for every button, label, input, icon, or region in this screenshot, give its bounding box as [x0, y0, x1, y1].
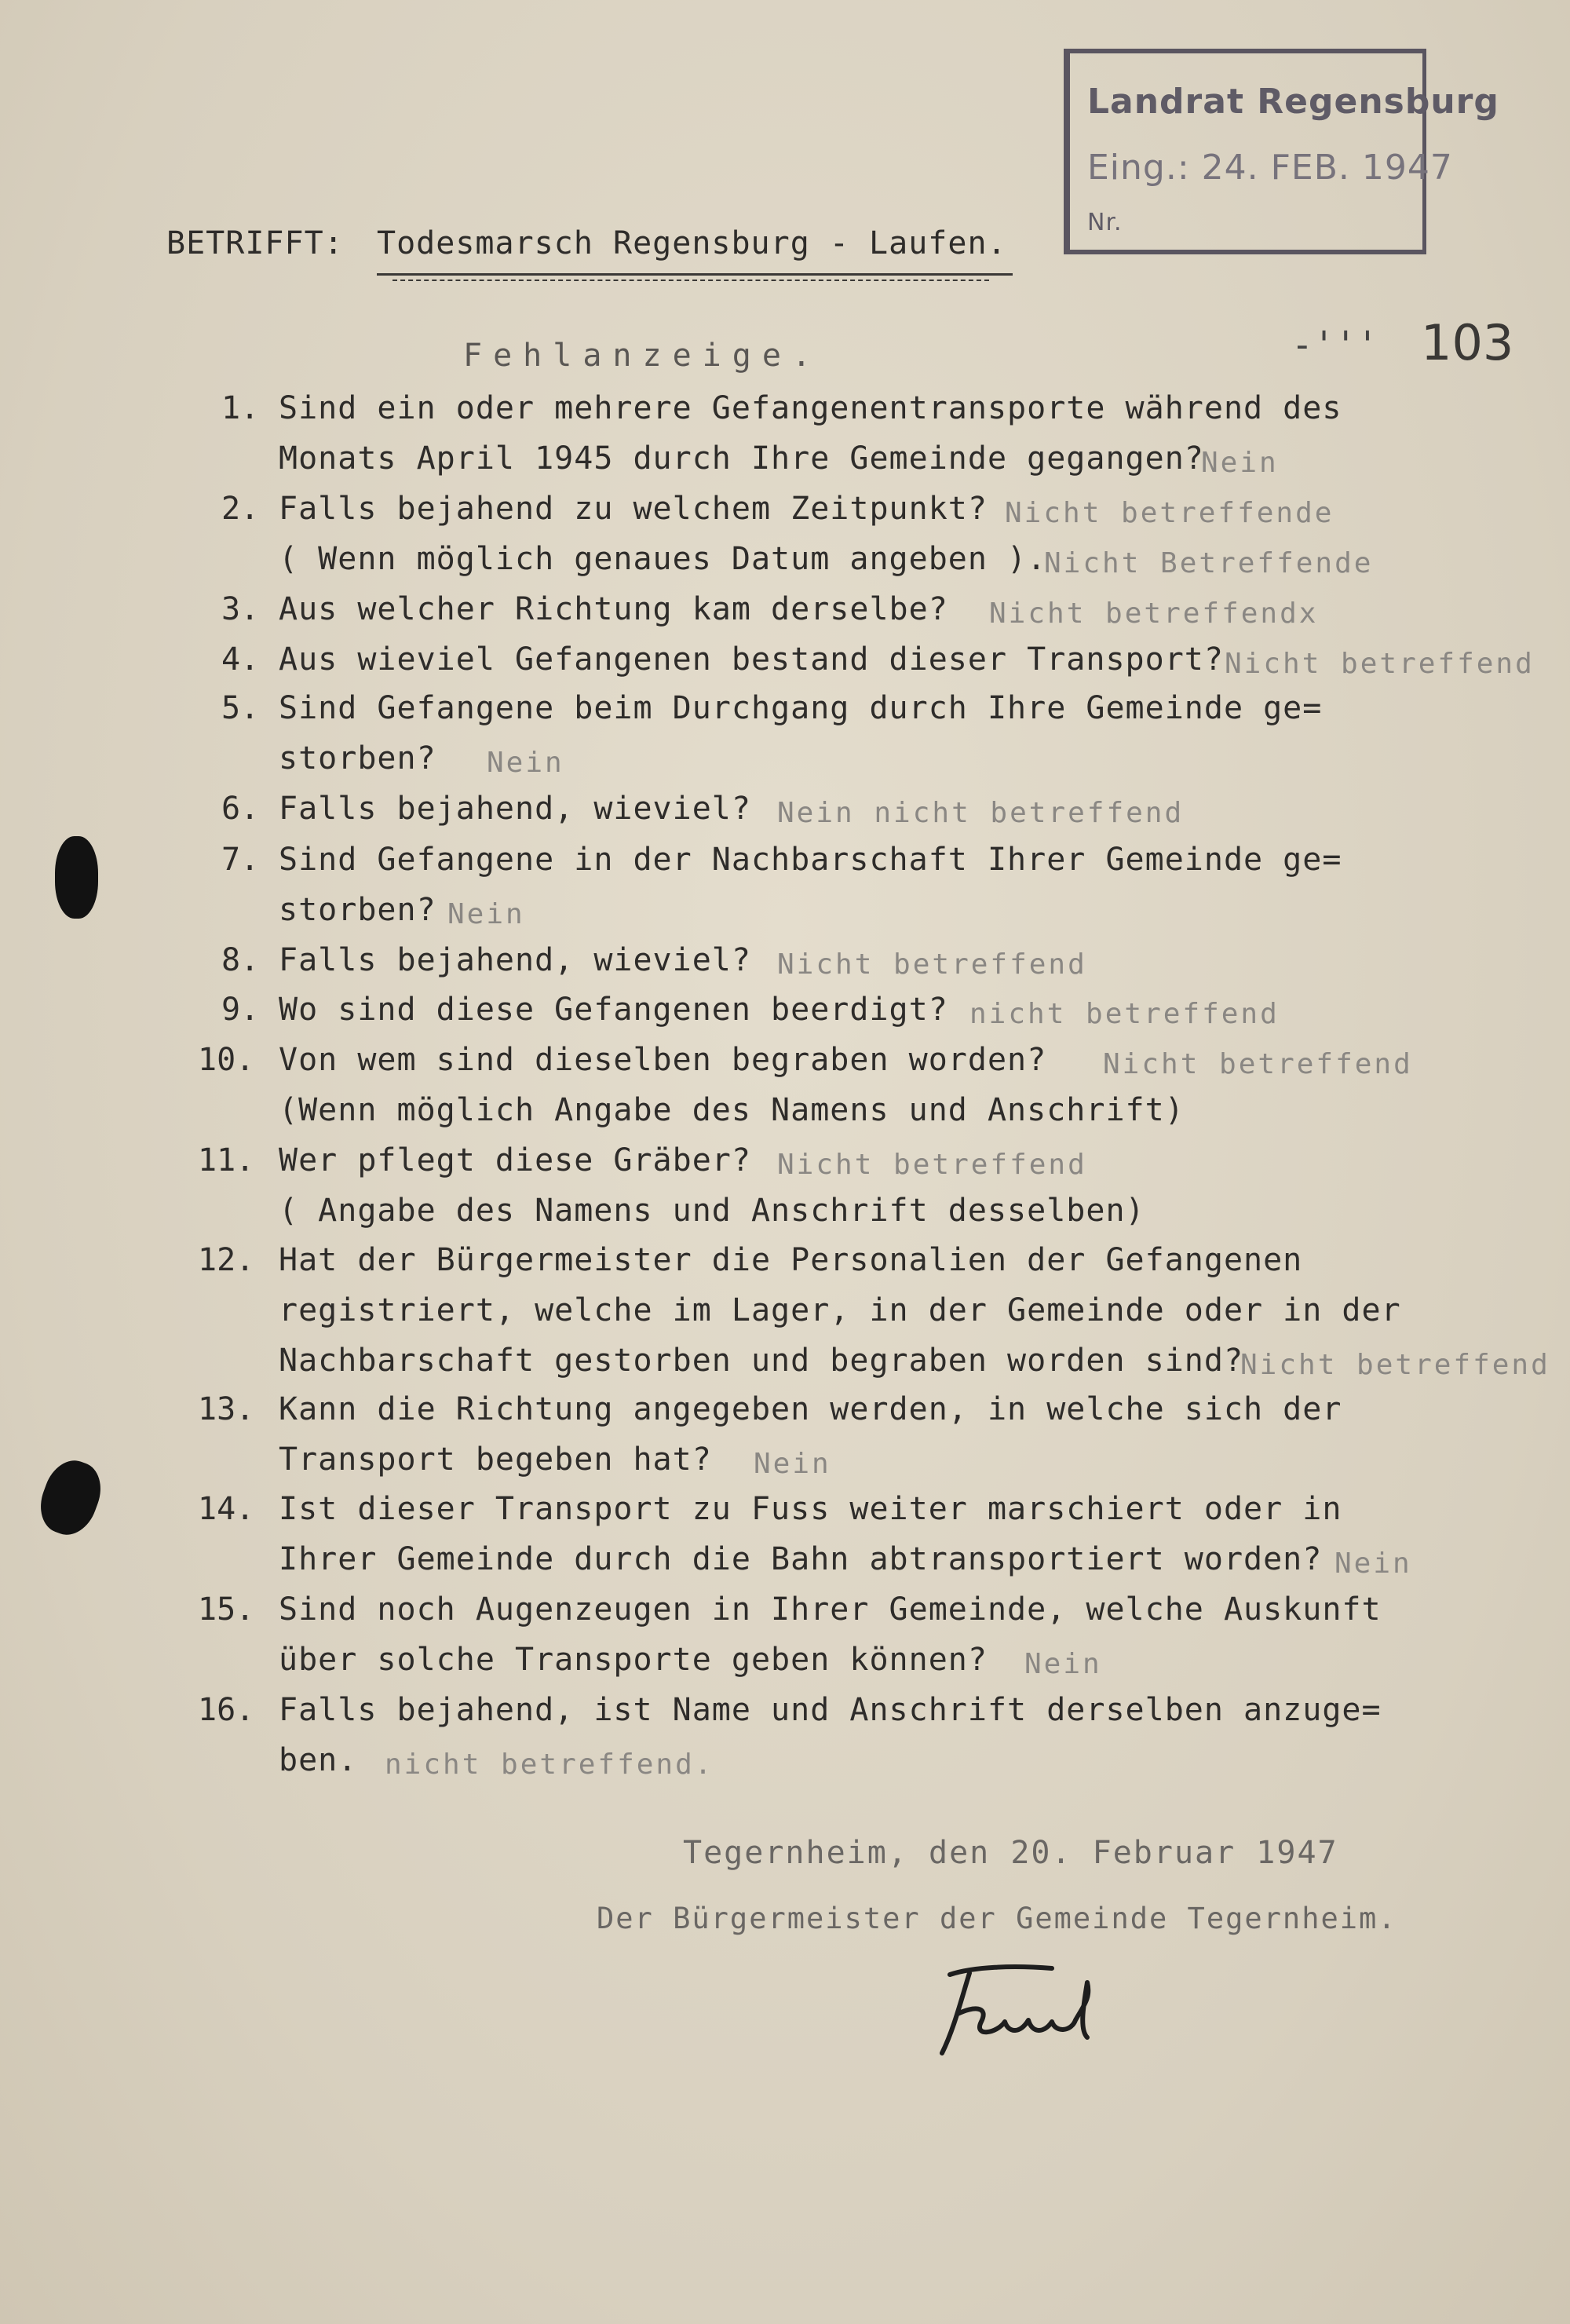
answer-text: Nicht Betreffende — [1044, 547, 1374, 579]
question-text-line: Ihrer Gemeinde durch die Bahn abtransportiert worden? — [279, 1541, 1323, 1577]
answer-text: Nein nicht betreffend — [777, 797, 1185, 829]
question-number: 10. — [198, 1042, 255, 1078]
stamp-line-office: Landrat Regensburg — [1087, 82, 1499, 122]
answer-text: Nein — [1201, 447, 1279, 479]
question-text-line: Hat der Bürgermeister die Personalien der Gefangenen — [279, 1242, 1303, 1278]
question-text-line: Von wem sind dieselben begraben worden? — [279, 1042, 1047, 1078]
question-number: 15. — [198, 1591, 255, 1628]
answer-text: Nicht betreffend — [777, 1149, 1087, 1181]
answer-text: Nein — [754, 1448, 831, 1480]
question-number: 16. — [198, 1692, 255, 1728]
question-number: 6. — [221, 791, 260, 827]
answer-text: Nein — [1334, 1548, 1412, 1580]
document-heading: Fehlanzeige. — [463, 338, 822, 374]
question-number: 12. — [198, 1242, 255, 1278]
subject-text: Todesmarsch Regensburg - Laufen. — [377, 225, 1007, 261]
answer-text: Nein — [487, 747, 564, 779]
answer-text: Nicht betreffend — [1240, 1349, 1550, 1381]
question-text-line: storben? — [279, 892, 436, 928]
question-text-line: Falls bejahend, wieviel? — [279, 791, 751, 827]
question-text-line: Sind Gefangene in der Nachbarschaft Ihrer Gemeinde ge= — [279, 842, 1342, 878]
subject-underline-dashed — [392, 280, 989, 281]
question-text-line: Monats April 1945 durch Ihre Gemeinde gegangen? — [279, 440, 1204, 477]
question-number: 2. — [221, 491, 260, 527]
question-text-line: Wer pflegt diese Gräber? — [279, 1142, 751, 1178]
question-text-line: Wo sind diese Gefangenen beerdigt? — [279, 992, 948, 1028]
question-text-line: ( Wenn möglich genaues Datum angeben ). — [279, 541, 1047, 577]
place-date: Tegernheim, den 20. Februar 1947 — [683, 1835, 1338, 1871]
answer-text: Nicht betreffend — [1103, 1048, 1413, 1080]
question-text-line: Sind Gefangene beim Durchgang durch Ihre Gemeinde ge= — [279, 690, 1323, 726]
page-mark: -''' — [1291, 323, 1378, 366]
question-text-line: ben. — [279, 1742, 358, 1778]
question-number: 5. — [221, 690, 260, 726]
subject-underline — [377, 273, 1013, 276]
question-text-line: Sind ein oder mehrere Gefangenentransporte während des — [279, 390, 1342, 426]
received-stamp — [1064, 49, 1499, 254]
answer-text: Nein — [447, 898, 525, 930]
answer-text: Nicht betreffend — [1225, 648, 1535, 680]
stamp-line-number: Nr. — [1087, 209, 1123, 236]
answer-text: Nein — [1024, 1648, 1102, 1680]
question-text-line: Kann die Richtung angegeben werden, in welche sich der — [279, 1391, 1342, 1427]
question-number: 1. — [221, 390, 260, 426]
question-text-line: Falls bejahend, wieviel? — [279, 942, 751, 978]
question-number: 9. — [221, 992, 260, 1028]
question-text-line: Ist dieser Transport zu Fuss weiter marschiert oder in — [279, 1491, 1342, 1527]
signer-title: Der Bürgermeister der Gemeinde Tegernheim. — [597, 1902, 1397, 1935]
question-number: 13. — [198, 1391, 255, 1427]
binder-hole-mark-upper — [55, 836, 98, 919]
question-number: 11. — [198, 1142, 255, 1178]
question-text-line: Aus welcher Richtung kam derselbe? — [279, 591, 948, 627]
page-number: 103 — [1421, 314, 1514, 371]
answer-text: Nicht betreffendx — [989, 597, 1319, 630]
question-number: 7. — [221, 842, 260, 878]
question-text-line: Falls bejahend zu welchem Zeitpunkt? — [279, 491, 988, 527]
answer-text: Nicht betreffend — [777, 948, 1087, 981]
question-text-line: Falls bejahend, ist Name und Anschrift derselben anzuge= — [279, 1692, 1382, 1728]
question-number: 4. — [221, 641, 260, 678]
question-text-line: registriert, welche im Lager, in der Gemeinde oder in der — [279, 1292, 1401, 1328]
question-text-line: Aus wieviel Gefangenen bestand dieser Transport? — [279, 641, 1224, 678]
subject-label: BETRIFFT: — [166, 225, 344, 261]
stamp-line-date: Eing.: 24. FEB. 1947 — [1087, 148, 1453, 188]
question-text-line: ( Angabe des Namens und Anschrift desselben) — [279, 1193, 1145, 1229]
answer-text: nicht betreffend — [969, 998, 1280, 1030]
question-text-line: storben? — [279, 740, 436, 776]
answer-text: nicht betreffend. — [385, 1748, 714, 1781]
question-text-line: Transport begeben hat? — [279, 1442, 712, 1478]
question-text-line: über solche Transporte geben können? — [279, 1642, 988, 1678]
question-number: 3. — [221, 591, 260, 627]
question-number: 14. — [198, 1491, 255, 1527]
question-text-line: (Wenn möglich Angabe des Namens und Anschrift) — [279, 1092, 1185, 1128]
question-text-line: Sind noch Augenzeugen in Ihrer Gemeinde, welche Auskunft — [279, 1591, 1382, 1628]
handwritten-signature — [926, 1959, 1115, 2077]
question-number: 8. — [221, 942, 260, 978]
question-text-line: Nachbarschaft gestorben und begraben worden sind? — [279, 1343, 1244, 1379]
binder-hole-mark-lower — [32, 1453, 109, 1542]
answer-text: Nicht betreffende — [1005, 497, 1334, 529]
